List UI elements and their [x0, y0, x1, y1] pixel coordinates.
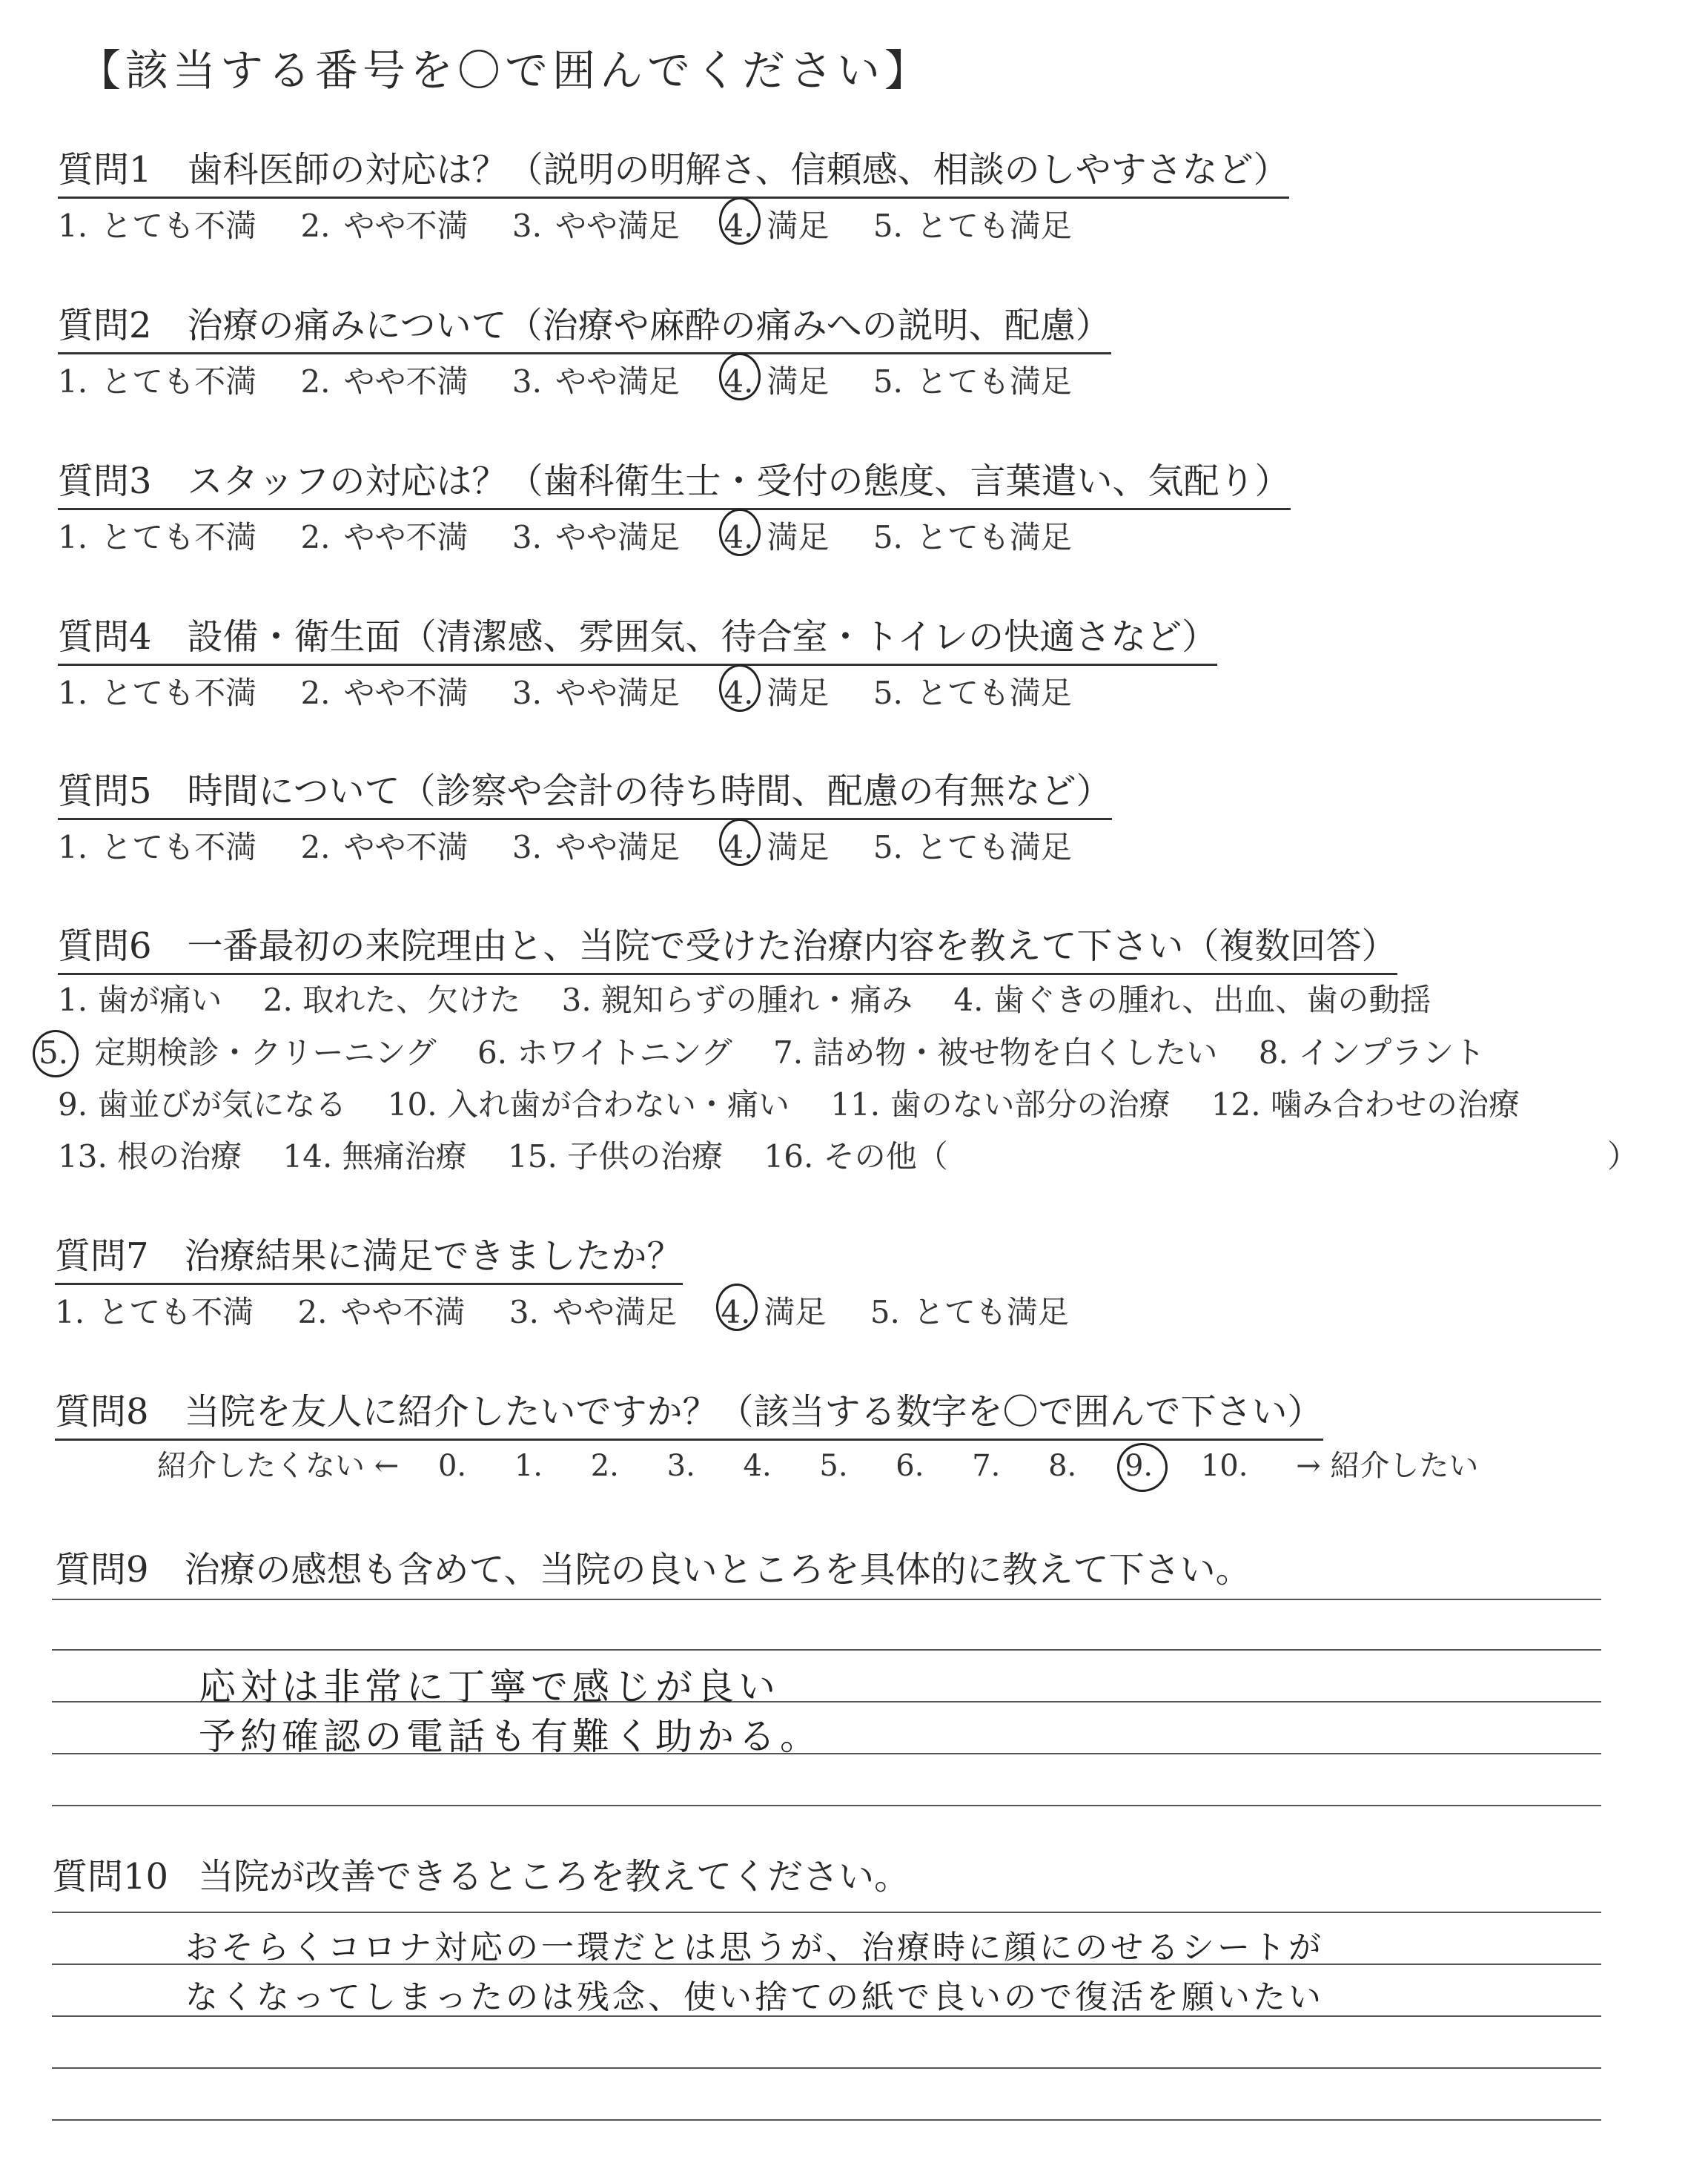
answer-rule [52, 1599, 1601, 1600]
scale-option[interactable]: 1. [514, 1449, 543, 1483]
option-2[interactable]: 2. やや不満 [300, 363, 469, 400]
question-text: 一番最初の来院理由と、当院で受けた治療内容を教えて下さい（複数回答） [187, 925, 1397, 967]
question-title [55, 1541, 1251, 1592]
question-text: 治療の感想も含めて、当院の良いところを具体的に教えて下さい。 [184, 1549, 1251, 1591]
q6-option[interactable]: 定期検診・クリーニング [94, 1034, 437, 1071]
scale-option[interactable]: 4. [743, 1449, 772, 1483]
q6-row-3 [58, 1080, 1551, 1125]
option-3[interactable]: 3. やや満足 [512, 675, 680, 711]
selection-circle [719, 353, 761, 400]
question-number: 質問9 [55, 1549, 149, 1591]
question-number: 質問10 [52, 1856, 169, 1898]
option-4-selected[interactable]: 4. 満足 [724, 823, 829, 868]
selection-circle [719, 509, 761, 556]
answer-rule [52, 2067, 1601, 2069]
question-text: 歯科医師の対応は？（説明の明解さ、信頼感、相談のしやすさなど） [187, 149, 1289, 191]
option-2[interactable]: 2. やや不満 [300, 675, 469, 711]
option-5[interactable]: 5. とても満足 [873, 208, 1072, 244]
option-3[interactable]: 3. やや満足 [512, 208, 680, 244]
answer-rule [52, 2119, 1601, 2121]
question-number: 質問4 [58, 616, 152, 658]
handwritten-answer-line[interactable]: 予約確認の電話も有難く助かる。 [199, 1715, 821, 1758]
option-1[interactable]: 1. とても不満 [58, 829, 257, 865]
option-5[interactable]: 5. とても満足 [873, 675, 1072, 711]
selection-circle [716, 1284, 758, 1331]
scale-option[interactable]: 2. [590, 1449, 619, 1483]
scale-option[interactable]: 6. [896, 1449, 924, 1483]
selection-circle [1117, 1443, 1168, 1492]
handwritten-answer-line[interactable]: なくなってしまったのは残念、使い捨ての紙で良いので復活を願いたい [185, 1978, 1324, 2016]
q6-row-1 [58, 976, 1462, 1020]
option-2[interactable]: 2. やや不満 [300, 519, 469, 555]
scale-option[interactable]: 8. [1048, 1449, 1077, 1483]
q6-option-other[interactable]: 16. その他（ [764, 1138, 948, 1175]
question-text: 当院を友人に紹介したいですか？（該当する数字を〇で囲んで下さい） [184, 1391, 1323, 1433]
scale-right-label: → 紹介したい [1296, 1449, 1479, 1483]
option-3[interactable]: 3. やや満足 [512, 363, 680, 400]
answer-options [58, 669, 1106, 713]
q6-row-2 [39, 1028, 1516, 1073]
question-title [55, 1383, 1323, 1441]
option-3[interactable]: 3. やや満足 [512, 829, 680, 865]
q6-option[interactable]: 3. 親知らずの腫れ・痛み [561, 982, 913, 1018]
option-4-selected[interactable]: 4. 満足 [724, 202, 829, 246]
q6-option[interactable]: 10. 入れ歯が合わない・痛い [387, 1086, 790, 1123]
recommend-scale [157, 1442, 1478, 1484]
question-title [52, 1848, 910, 1899]
q6-option[interactable]: 6. ホワイトニング [477, 1034, 732, 1071]
question-number: 質問5 [58, 770, 152, 812]
question-number: 質問2 [58, 305, 152, 346]
q6-option[interactable]: 14. 無痛治療 [282, 1138, 467, 1175]
option-1[interactable]: 1. とても不満 [55, 1294, 254, 1330]
option-2[interactable]: 2. やや不満 [300, 208, 469, 244]
q6-option[interactable]: 1. 歯が痛い [58, 982, 222, 1018]
q6-option[interactable]: 11. 歯のない部分の治療 [830, 1086, 1171, 1123]
option-1[interactable]: 1. とても不満 [58, 675, 257, 711]
question-text: 治療結果に満足できましたか？ [184, 1235, 683, 1277]
answer-rule [52, 1912, 1601, 1913]
option-1[interactable]: 1. とても不満 [58, 519, 257, 555]
handwritten-answer-line[interactable]: 応対は非常に丁寧で感じが良い [199, 1665, 780, 1708]
q6-option[interactable]: 13. 根の治療 [58, 1138, 242, 1175]
question-number: 質問1 [58, 149, 152, 191]
scale-option[interactable]: 10. [1200, 1449, 1248, 1483]
scale-option[interactable]: 0. [437, 1449, 467, 1483]
selection-circle [33, 1030, 79, 1077]
selection-circle [719, 664, 761, 712]
q6-option[interactable]: 4. 歯ぐきの腫れ、出血、歯の動揺 [953, 982, 1431, 1018]
q6-option-5-selected[interactable]: 5. [39, 1034, 68, 1071]
question-title [58, 297, 1111, 354]
q6-option[interactable]: 7. 詰め物・被せ物を白くしたい [772, 1034, 1218, 1071]
answer-options [58, 202, 1106, 246]
q6-option[interactable]: 15. 子供の治療 [508, 1138, 724, 1175]
option-4-selected[interactable]: 4. 満足 [724, 669, 829, 713]
option-1[interactable]: 1. とても不満 [58, 363, 257, 400]
question-number: 質問7 [55, 1235, 149, 1277]
question-text: 設備・衛生面（清潔感、雰囲気、待合室・トイレの快適さなど） [187, 616, 1218, 658]
answer-options [58, 357, 1106, 402]
q6-option[interactable]: 12. 噛み合わせの治療 [1211, 1086, 1520, 1123]
selection-circle [719, 197, 761, 245]
option-2[interactable]: 2. やや不満 [300, 829, 469, 865]
option-5[interactable]: 5. とても満足 [873, 363, 1072, 400]
answer-rule [52, 1805, 1601, 1806]
option-5[interactable]: 5. とても満足 [873, 829, 1072, 865]
form-header: 【該当する番号を〇で囲んでください】 [78, 45, 933, 96]
scale-option-9-selected[interactable]: 9. [1125, 1449, 1153, 1483]
q6-row-4 [58, 1132, 979, 1177]
handwritten-answer-line[interactable]: おそらくコロナ対応の一環だとは思うが、治療時に顔にのせるシートが [185, 1929, 1324, 1966]
question-title [58, 917, 1397, 975]
q6-option[interactable]: 8. インプラント [1258, 1034, 1486, 1071]
scale-option[interactable]: 7. [972, 1449, 1001, 1483]
question-number: 質問8 [55, 1391, 149, 1433]
scale-option[interactable]: 5. [819, 1449, 848, 1483]
question-text: スタッフの対応は？（歯科衛生士・受付の態度、言葉遣い、気配り） [187, 460, 1291, 502]
answer-options [58, 823, 1106, 868]
option-3[interactable]: 3. やや満足 [512, 519, 680, 555]
option-4-selected[interactable]: 4. 満足 [724, 513, 829, 558]
question-title [58, 608, 1217, 666]
q6-other-close-paren: ） [1607, 1138, 1639, 1175]
question-number: 質問6 [58, 925, 152, 967]
question-title [58, 762, 1112, 820]
question-number: 質問3 [58, 460, 152, 502]
selection-circle [719, 819, 761, 866]
option-2[interactable]: 2. やや不満 [297, 1294, 466, 1330]
option-5[interactable]: 5. とても満足 [873, 519, 1072, 555]
scale-option[interactable]: 3. [666, 1449, 695, 1483]
answer-options [55, 1288, 1103, 1332]
option-1[interactable]: 1. とても不満 [58, 208, 257, 244]
option-4-selected[interactable]: 4. 満足 [721, 1288, 826, 1332]
option-4-selected[interactable]: 4. 満足 [724, 357, 829, 402]
option-3[interactable]: 3. やや満足 [509, 1294, 677, 1330]
answer-options [58, 513, 1106, 558]
scale-left-label: 紹介したくない ← [157, 1449, 400, 1483]
q6-option[interactable]: 2. 取れた、欠けた [262, 982, 521, 1018]
q6-option[interactable]: 9. 歯並びが気になる [58, 1086, 347, 1123]
option-5[interactable]: 5. とても満足 [870, 1294, 1069, 1330]
answer-rule [52, 1649, 1601, 1651]
question-title [58, 452, 1291, 510]
question-text: 時間について（診察や会計の待ち時間、配慮の有無など） [187, 770, 1112, 812]
question-text: 当院が改善できるところを教えてください。 [198, 1856, 910, 1898]
question-title [55, 1227, 683, 1285]
question-title [58, 141, 1289, 199]
question-text: 治療の痛みについて（治療や麻酔の痛みへの説明、配慮） [187, 305, 1111, 346]
